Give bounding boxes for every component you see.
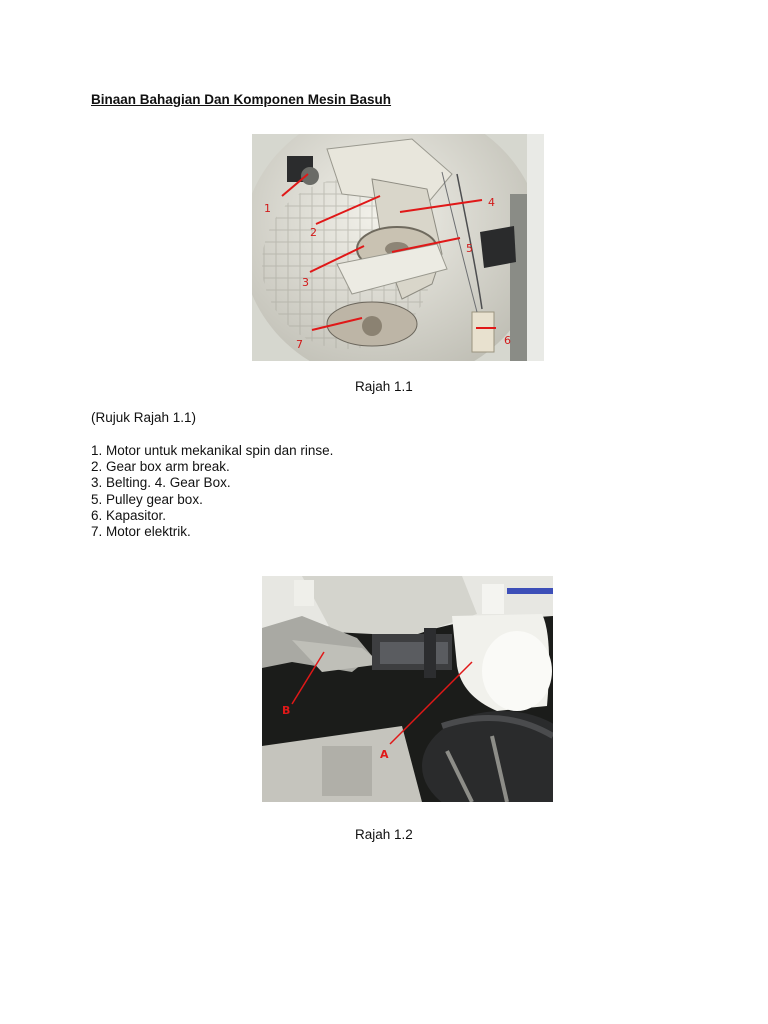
figure-1-photo: [252, 134, 544, 361]
reference-note: (Rujuk Rajah 1.1): [91, 410, 197, 425]
list-item: 2. Gear box arm break.: [91, 459, 230, 475]
document-title: Binaan Bahagian Dan Komponen Mesin Basuh: [91, 92, 392, 107]
figure-1-label-2: 2: [310, 226, 317, 239]
list-item: 7. Motor elektrik.: [91, 524, 191, 540]
component-list: [91, 443, 333, 540]
figure-2-photo: [262, 576, 553, 802]
list-item: 6. Kapasitor.: [91, 507, 167, 523]
figure-1-label-1: 1: [264, 202, 271, 215]
figure-2-caption: Rajah 1.2: [355, 827, 413, 842]
figure-2-label-b: B: [282, 704, 291, 717]
figure-1-caption: Rajah 1.1: [355, 379, 413, 394]
figure-1-label-3: 3: [302, 276, 309, 289]
list-item: 1. Motor untuk mekanikal spin dan rinse.: [91, 443, 334, 458]
list-item: 5. Pulley gear box.: [91, 491, 203, 507]
list-item: 3. Belting. 4. Gear Box.: [91, 475, 231, 491]
figure-1-label-6: 6: [504, 334, 511, 347]
figure-1-label-7: 7: [296, 338, 303, 351]
figure-2-label-a: A: [380, 748, 389, 761]
figure-1-label-4: 4: [488, 196, 495, 209]
figure-1-label-5: 5: [466, 242, 473, 255]
